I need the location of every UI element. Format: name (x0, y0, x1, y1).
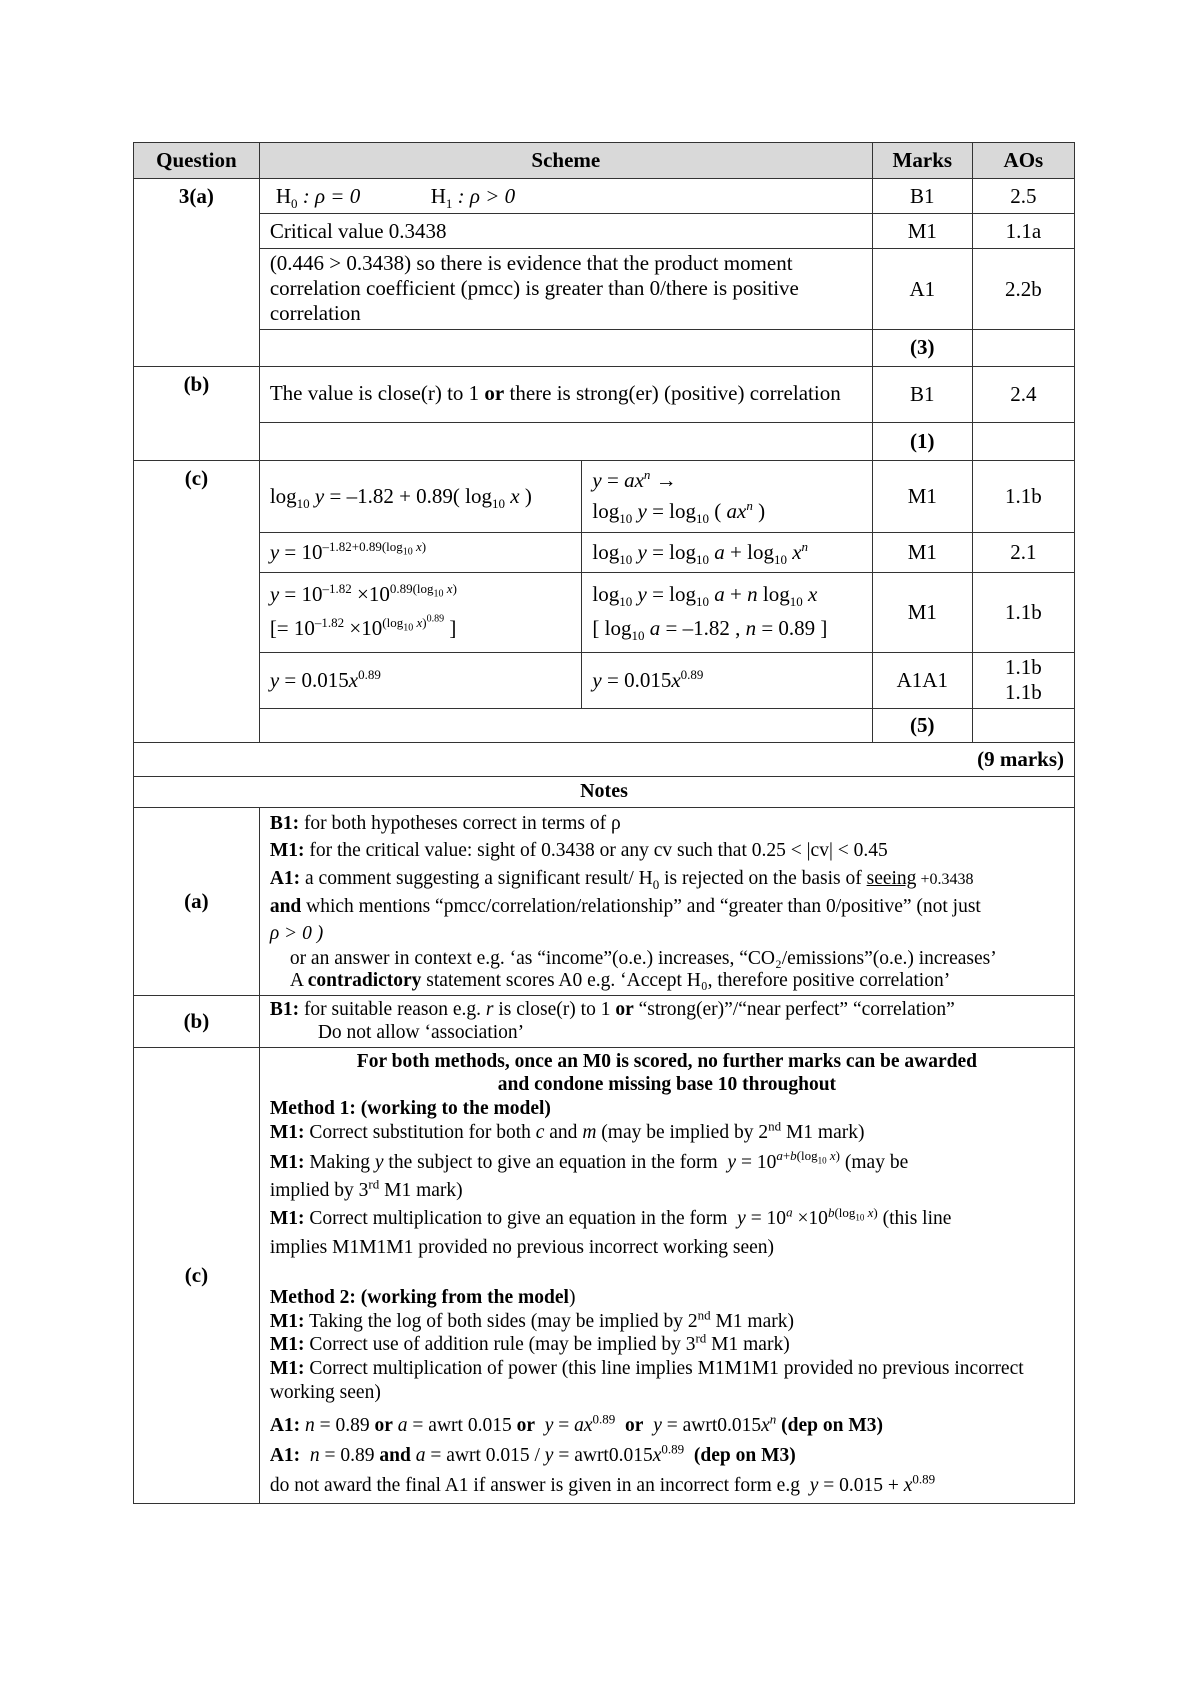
ao-a1: 2.5 (972, 179, 1074, 214)
hypotheses: $H_0$ : ρ = 0 $H_1$ : ρ > 0 (259, 179, 872, 214)
c3-left-equation: $y = 10^{-1.82} \times 10^{0.89(log_{10} x)}$ [= $10^{-1.82} \times 10^{(log_{10} x)^{0.89}}$ ] (259, 572, 582, 652)
mark-c3: M1 (872, 572, 972, 652)
mark-a2: M1 (872, 214, 972, 249)
row-notes-c (134, 1047, 1075, 1504)
row-c-total (134, 708, 1075, 742)
conclusion-text: (0.446 > 0.3438) so there is evidence that the product moment correlation coefficient (pmcc) is greater than 0/there is positive correlation (259, 249, 872, 330)
row-c4 (134, 652, 1075, 708)
question-label-3a: 3(a) (134, 179, 260, 367)
mark-b: B1 (872, 366, 972, 422)
row-total-marks (134, 742, 1075, 776)
c4-left-answer: $y = 0.015x^{0.89}$ (259, 652, 582, 708)
question-label-c: (c) (134, 460, 260, 742)
question-label-b: (b) (134, 366, 260, 460)
total-marks: (9 marks) (134, 742, 1075, 776)
critical-value-text: Critical value 0.3438 (259, 214, 872, 249)
c3-right-equation: $\log_{10} y = \log_{10} a + n$ $\log_{10} x$ [ $\log_{10} a = -1.82$ , n = 0.89 ] (582, 572, 872, 652)
notes-label-c: (c) (134, 1047, 260, 1504)
row-a-hypotheses (134, 179, 1075, 214)
notes-a-content: B1: for both hypotheses correct in terms of ρ M1: for the critical value: sight of 0.3438 or any cv such that 0.25 < |cv| < 0.45 A1: a comment suggesting a significant result/ $H_0$ is rejected on the basis of seeing +0.3438 and which mentions “pmcc/correlation/relationship” and “greater than 0/positive” (not just ρ > 0 ) or an answer in context e.g. ‘as “income”(o.e.) increases, “CO₂/emissions”(o.e.) increases’ A contradictory statement scores A0 e.g. ‘Accept H₀, therefore positive correlation’ (259, 807, 1074, 995)
ao-c4: 1.1b 1.1b (972, 652, 1074, 708)
mark-a3: A1 (872, 249, 972, 330)
total-a: (3) (872, 329, 972, 366)
c4-right-answer: $y = 0.015x^{0.89}$ (582, 652, 872, 708)
mark-a1: B1 (872, 179, 972, 214)
row-a-total (134, 329, 1075, 366)
row-c1 (134, 460, 1075, 532)
total-c: (5) (872, 708, 972, 742)
header-aos: AOs (972, 143, 1074, 179)
mark-c4: A1A1 (872, 652, 972, 708)
part-b-text: The value is close(r) to 1 or there is strong(er) (positive) correlation (259, 366, 872, 422)
notes-label-b: (b) (134, 995, 260, 1047)
header-marks: Marks (872, 143, 972, 179)
ao-b: 2.4 (972, 366, 1074, 422)
header-row (134, 143, 1075, 179)
mark-c1: M1 (872, 460, 972, 532)
notes-label-a: (a) (134, 807, 260, 995)
row-c3 (134, 572, 1075, 652)
mark-scheme-table (133, 142, 1075, 1504)
row-notes-a (134, 807, 1075, 995)
c2-right-equation: $\log_{10} y = \log_{10} a + \log_{10} x^n$ (582, 532, 872, 572)
notes-b-content: B1: for suitable reason e.g. r is close(r) to 1 or “strong(er)”/“near perfect” “correlation” Do not allow ‘association’ (259, 995, 1074, 1047)
c2-left-equation: $y = 10^{-1.82+0.89(log_{10} x)}$ (259, 532, 582, 572)
total-b: (1) (872, 422, 972, 460)
ao-a3: 2.2b (972, 249, 1074, 330)
header-question: Question (134, 143, 260, 179)
notes-title: Notes (134, 776, 1075, 807)
ao-c3: 1.1b (972, 572, 1074, 652)
row-c2 (134, 532, 1075, 572)
header-scheme: Scheme (259, 143, 872, 179)
row-b-total (134, 422, 1075, 460)
notes-c-content: For both methods, once an M0 is scored, no further marks can be awarded and condone missing base 10 throughout Method 1: (working to the model) M1: Correct substitution for both c and m (may be implied by 2nd M1 mark) M1: Making y the subject to give an equation in the form $y = 10^{a+b(log_{10} x)}$ (may be implied by 3rd M1 mark) M1: Correct multiplication to give an equation in the form $y = 10^a \times 10^{b(log_{10} x)}$ (this line implies M1M1M1 provided no previous incorrect working seen) Method 2: (working from the model) M1: Taking the log of both sides (may be implied by 2nd M1 mark) M1: Correct use of addition rule (may be implied by 3rd M1 mark) M1: Correct multiplication of power (this line implies M1M1M1 provided no previous incorrect working seen) A1: n = 0.89 or a = awrt 0.015 or $y = ax^{0.89}$ or $y = awrt0.015x^n$ (dep on M3) A1: n = 0.89 and a = awrt $0.015 / y = awrt0.015x^{0.89}$ (dep on M3) do not award the final A1 if answer is given in an incorrect form e.g $y = 0.015 + x^{0.89}$ (259, 1047, 1074, 1504)
row-b (134, 366, 1075, 422)
c1-left-equation: $\log_{10} y = -1.82 + 0.89$( $\log_{10} x$ ) (259, 460, 582, 532)
row-notes-title (134, 776, 1075, 807)
row-a-critical (134, 214, 1075, 249)
ao-c2: 2.1 (972, 532, 1074, 572)
ao-a2: 1.1a (972, 214, 1074, 249)
c1-right-equation: $y = ax^n$ → $\log_{10} y = \log_{10}$ ( $ax^n$ ) (582, 460, 872, 532)
row-notes-b (134, 995, 1075, 1047)
row-a-conclusion (134, 249, 1075, 330)
ao-c1: 1.1b (972, 460, 1074, 532)
mark-c2: M1 (872, 532, 972, 572)
